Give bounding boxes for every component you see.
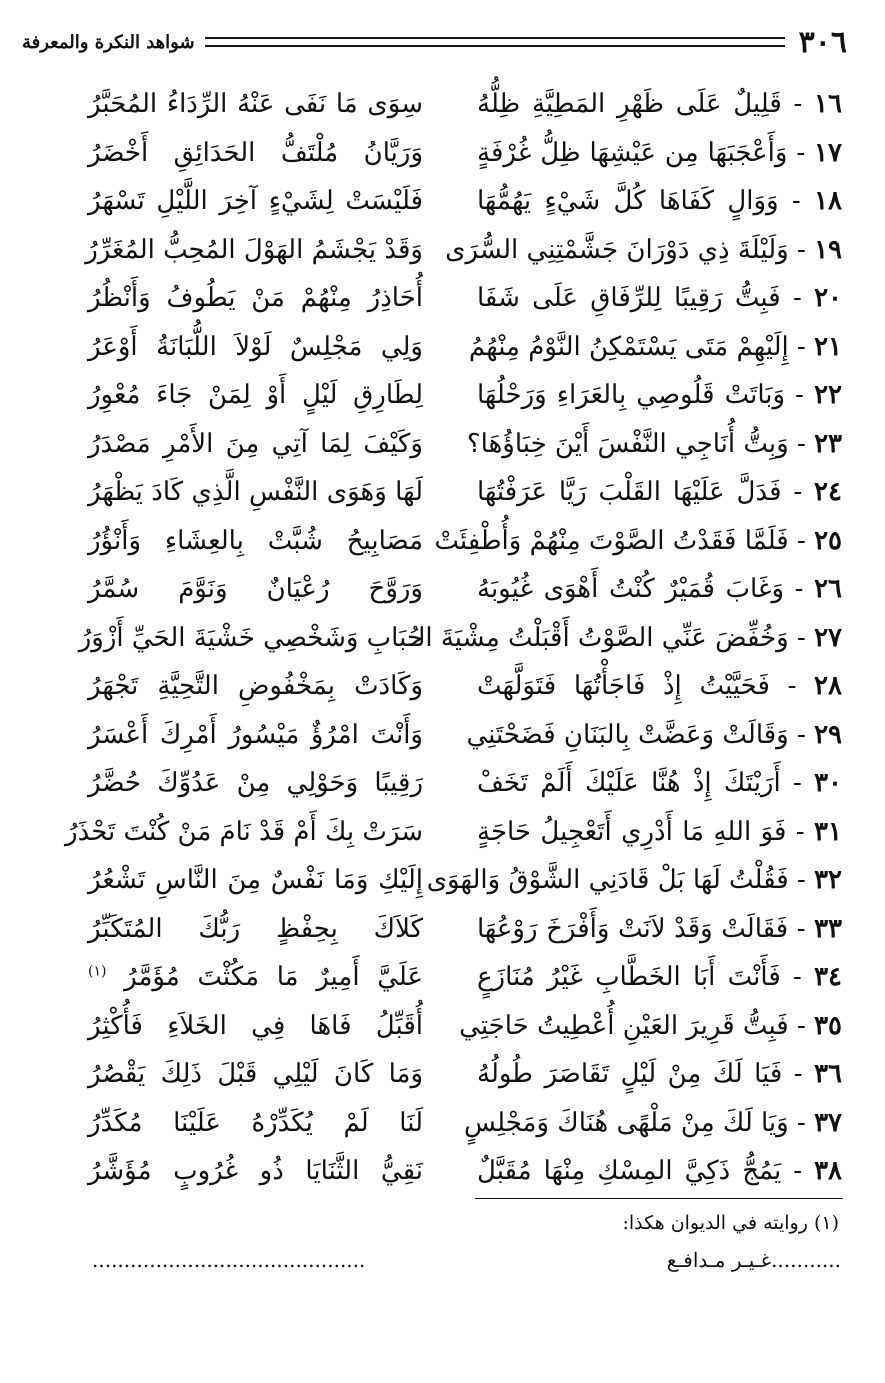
first-hemistich [477,1156,842,1186]
verse-number-dash: - [781,477,815,508]
second-hemistich-text: وَأَنْتَ امْرُؤٌ مَيْسُورُ أَمْرِكَ أَعْسَرُ [88,719,423,750]
verse-number: ٢١ [814,331,842,362]
verse-number-dash: - [788,622,815,653]
verse-number-dash: - [780,962,815,993]
second-hemistich [88,1011,423,1041]
page-header [22,22,847,62]
verse-number: ١٨ [814,186,842,217]
second-hemistich [88,332,423,362]
verse-number: ٣٢ [814,865,842,896]
first-hemistich [477,574,842,604]
footnote-quote-first-hemistich: ...........غـيـر مـدافـع [666,1248,841,1272]
first-hemistich [477,671,842,701]
first-hemistich [477,768,842,798]
second-hemistich-text: وَقَدْ يَجْشَمُ الهَوْلَ المُحِبُّ المُغَرِّرُ [85,234,423,265]
second-hemistich [88,574,423,604]
verse-number-dash: - [788,234,815,265]
verse-line [62,177,842,226]
first-hemistich [459,1010,842,1041]
verse-line [62,371,842,420]
verse-line [62,1002,842,1051]
first-hemistich-text: إِلَيْهِمْ مَتَى يَسْتَمْكِنُ النَّوْمُ مِنْهُمُ [468,331,789,362]
second-hemistich [78,622,423,653]
first-hemistich-text: فَيَا لَكَ مِنْ لَيْلٍ تَقَاصَرَ طُولُهُ [477,1059,783,1090]
page-number: ٣٠٦ [798,24,847,60]
first-hemistich [468,331,842,362]
verse-number-dash: - [788,865,815,896]
first-hemistich-text: وَقَالَتْ وَعَضَّتْ بِالبَنَانِ فَضَحْتَنِي [466,719,789,750]
verse-number: ٣٣ [814,913,842,944]
first-hemistich-text: أَرَيْتَكَ إِذْ هُنَّا عَلَيْكَ أَلَمْ تَخَفْ [477,768,781,799]
verse-number: ٢٤ [814,477,842,508]
first-hemistich-text: فَدَلَّ عَلَيْهَا القَلْبَ رَيَّا عَرَفْتُهَا [477,477,782,508]
verse-number-dash: - [788,719,815,750]
second-hemistich [85,234,423,265]
verse-number: ٢٦ [814,574,842,605]
second-hemistich-text: لِطَارِقِ لَيْلٍ أَوْ لِمَنْ جَاءَ مُعْوِرُ [88,380,423,411]
first-hemistich-text: فَحَيَّيْتُ إِذْ فَاجَأْتُهَا فَتَوَلَّهَتْ [477,671,770,702]
second-hemistich-text: إِلَيْكِ وَمَا نَفْسٌ مِنَ النَّاسِ تَشْعُرُ [88,865,423,896]
verse-line [62,274,842,323]
verse-line [62,905,842,954]
second-hemistich [88,186,423,216]
running-title: شواهد النكرة والمعرفة [22,31,195,53]
second-hemistich [88,89,423,119]
verse-number: ٣٧ [814,1107,842,1138]
second-hemistich-text: حُبَابِ وَشَخْصِي خَشْيَةَ الحَيِّ أَزْوَرُ [78,622,423,653]
verse-number: ١٩ [814,234,842,265]
verse-number-dash: - [785,380,815,411]
second-hemistich-text: وَكَيْفَ لِمَا آتِي مِنَ الأَمْرِ مَصْدَرُ [88,428,423,459]
first-hemistich [477,477,842,507]
header-rule [205,37,785,47]
first-hemistich [477,380,842,410]
first-hemistich [477,283,842,313]
second-hemistich-text: وَرَوَّحَ رُعْيَانٌ وَنَوَّمَ سُمَّرُ [88,574,423,605]
first-hemistich [477,89,842,119]
first-hemistich [477,186,842,216]
second-hemistich [88,380,423,410]
verse-number: ٢٧ [814,622,842,653]
verse-number: ٣٥ [814,1010,842,1041]
verse-line [62,953,842,1002]
verse-number-dash: - [788,428,815,459]
first-hemistich [477,1059,842,1089]
second-hemistich-text: وَلِي مَجْلِسٌ لَوْلاَ اللُّبَانَةُ أَوْعَرُ [88,331,423,362]
footnote-quote-second-hemistich: ........................................... [92,1248,366,1272]
verse-number: ٢٠ [814,283,842,314]
verse-number-dash: - [788,525,815,556]
first-hemistich-text: فَأَنْتَ أَبَا الخَطَّابِ غَيْرُ مُنَازَعٍ [477,962,781,993]
verse-number: ٣٨ [814,1156,842,1187]
second-hemistich-text: لَهَا وَهَوَى النَّفْسِ الَّذِي كَادَ يَظْهَرُ [88,477,423,508]
verse-line [62,517,842,566]
verse-line [62,759,842,808]
first-hemistich [464,1107,842,1138]
verse-line [62,565,842,614]
first-hemistich-text: فَوَ اللهِ مَا أَدْرِي أَتَعْجِيلُ حَاجَةٍ [477,816,787,847]
first-hemistich-text: وَغَابَ قُمَيْرٌ كُنْتُ أَهْوَى غُيُوبَهُ [477,574,785,605]
first-hemistich-text: وَأَعْجَبَهَا مِن عَيْشِهَا ظِلُّ غُرْفَةٍ [477,137,788,168]
verse-number-dash: - [787,137,815,168]
second-hemistich [88,138,423,168]
verse-line [62,1099,842,1148]
verse-number: ٣٠ [814,768,842,799]
second-hemistich-text: فَلَيْسَتْ لِشَيْءٍ آخِرَ اللَّيْلِ تَسْهَرُ [88,186,423,217]
verse-number: ٣١ [814,816,842,847]
verse-number-dash: - [788,331,815,362]
second-hemistich [88,477,423,507]
verse-number-dash: - [769,671,815,702]
verse-number: ٣٤ [814,962,842,993]
verse-line [62,226,842,275]
verse-line [62,614,842,663]
verse-line [62,129,842,178]
verse-number: ٢٣ [814,428,842,459]
second-hemistich-text: نَقِيُّ الثَّنَايَا ذُو غُرُوبٍ مُؤَشَّرُ [88,1156,423,1187]
verse-line [62,711,842,760]
second-hemistich [88,671,423,701]
verse-number: ١٦ [814,89,842,120]
first-hemistich [466,428,842,459]
first-hemistich-text: فَبِتُّ قَرِيرَ العَيْنِ أُعْطِيتُ حَاجَتِي [459,1010,789,1041]
second-hemistich-text: أُحَاذِرُ مِنْهُمْ مَنْ يَطُوفُ وَأَنْظُرُ [88,283,423,314]
footnote-rule [475,1198,843,1199]
verse-number-dash: - [781,1156,815,1187]
second-hemistich [88,1156,423,1186]
second-hemistich-text: لَنَا لَمْ يُكَدِّرْهُ عَلَيْنَا مُكَدِّرُ [88,1107,423,1138]
first-hemistich-text: فَقَالَتْ وَقَدْ لاَنَتْ وَأَفْرَخَ رَوْعُهَا [477,913,789,944]
verse-number-dash: - [778,186,815,217]
first-hemistich [409,622,842,653]
verse-line [62,662,842,711]
first-hemistich [445,234,842,265]
verse-line [62,856,842,905]
second-hemistich [88,429,423,459]
first-hemistich-text: وَيَا لَكَ مِنْ مَلْهًى هُنَاكَ وَمَجْلِسٍ [464,1107,789,1138]
first-hemistich [477,138,842,168]
poem [62,80,842,1196]
second-hemistich-text: رَقِيبًا وَحَوْلِي مِنْ عَدُوِّكَ حُضَّرُ [88,768,423,799]
verse-number: ٢٥ [814,525,842,556]
second-hemistich-text: سِوَى مَا نَفَى عَنْهُ الرِّدَاءُ المُحَبَّرُ [88,89,423,120]
verse-number-dash: - [784,574,815,605]
verse-number: ١٧ [814,137,842,168]
verse-number-dash: - [788,1107,815,1138]
second-hemistich-text: كَلاَكَ بِحِفْظٍ رَبُّكَ المُتَكَبِّرُ [88,913,423,944]
second-hemistich-text: مَصَابِيحُ شُبَّتْ بِالعِشَاءِ وَأَنْؤُرُ [88,525,423,556]
verse-line [62,420,842,469]
second-hemistich-text: سَرَتْ بِكَ أَمْ قَدْ نَامَ مَنْ كُنْتَ تَحْذَرُ [65,816,423,847]
first-hemistich-text: وَبَاتَتْ قَلُوصِي بِالعَرَاءِ وَرَحْلُهَا [477,380,786,411]
second-hemistich [88,526,423,556]
second-hemistich-text: وَرَيَّانُ مُلْتَفُّ الحَدَائِقِ أَخْضَرُ [88,137,423,168]
verse-number-dash: - [780,768,815,799]
verse-line [62,808,842,857]
second-hemistich [88,283,423,313]
first-hemistich-text: فَقُلْتُ لَهَا بَلْ قَادَنِي الشَّوْقُ وَالهَوَى [426,865,789,896]
first-hemistich-text: وَوَالٍ كَفَاهَا كُلَّ شَيْءٍ يَهُمُّهَا [477,186,779,217]
verse-number-dash: - [781,89,815,120]
second-hemistich-text: عَلَيَّ أَمِيرٌ مَا مَكُثْتَ مُؤَمَّرُ [124,962,423,993]
first-hemistich [434,525,842,556]
verse-number-dash: - [788,1010,815,1041]
second-hemistich [88,1108,423,1138]
verse-number-dash: - [780,283,815,314]
second-hemistich-text: وَمَا كَانَ لَيْلِي قَبْلَ ذَلِكَ يَقْصُرُ [88,1059,423,1090]
verse-number-dash: - [782,1059,815,1090]
second-hemistich [88,962,423,992]
verse-number: ٣٦ [814,1059,842,1090]
verse-line [62,1147,842,1196]
first-hemistich [466,719,842,750]
verse-line [62,1050,842,1099]
first-hemistich [477,914,842,944]
first-hemistich-text: وَخُفِّضَ عَنِّي الصَّوْتُ أَقْبَلْتُ مِشْيَةَ الـ [409,622,789,653]
verse-number-dash: - [788,913,815,944]
verse-number: ٢٨ [814,671,842,702]
verse-number: ٢٢ [814,380,842,411]
verse-line [62,468,842,517]
verse-line [62,80,842,129]
footnote-reference[interactable]: (١) [88,963,107,980]
first-hemistich [426,865,842,896]
second-hemistich [88,768,423,798]
second-hemistich-text: أُقَبِّلُ فَاهَا فِي الخَلاَءِ فَأُكْثِرُ [88,1010,423,1041]
first-hemistich-text: قَلِيلٌ عَلَى ظَهْرِ المَطِيَّةِ ظِلُّهُ [477,89,782,120]
second-hemistich [65,816,423,847]
second-hemistich [88,914,423,944]
first-hemistich [477,962,842,992]
first-hemistich [477,817,842,847]
verse-number: ٢٩ [814,719,842,750]
second-hemistich [88,720,423,750]
second-hemistich [88,865,423,895]
first-hemistich-text: فَبِتُّ رَقِيبًا لِلرِّفَاقِ عَلَى شَفَا [477,283,781,314]
first-hemistich-text: وَلَيْلَةَ ذِي دَوْرَانَ جَشَّمْتِنِي السُّرَى [445,234,789,265]
second-hemistich [88,1059,423,1089]
first-hemistich-text: يَمُجُّ ذَكِيَّ المِسْكِ مِنْهَا مُقَبَّلٌ [477,1156,782,1187]
footnote-text: (١) روايته في الديوان هكذا: [622,1212,839,1234]
verse-number-dash: - [786,816,815,847]
first-hemistich-text: وَبِتُّ أُنَاجِي النَّفْسَ أَيْنَ خِبَاؤُهَا؟ [466,428,789,459]
first-hemistich-text: فَلَمَّا فَقَدْتُ الصَّوْتَ مِنْهُمْ وَأُطْفِئَتْ [434,525,789,556]
verse-line [62,323,842,372]
second-hemistich-text: وَكَادَتْ بِمَخْفُوضِ التَّحِيَّةِ تَجْهَرُ [88,671,423,702]
